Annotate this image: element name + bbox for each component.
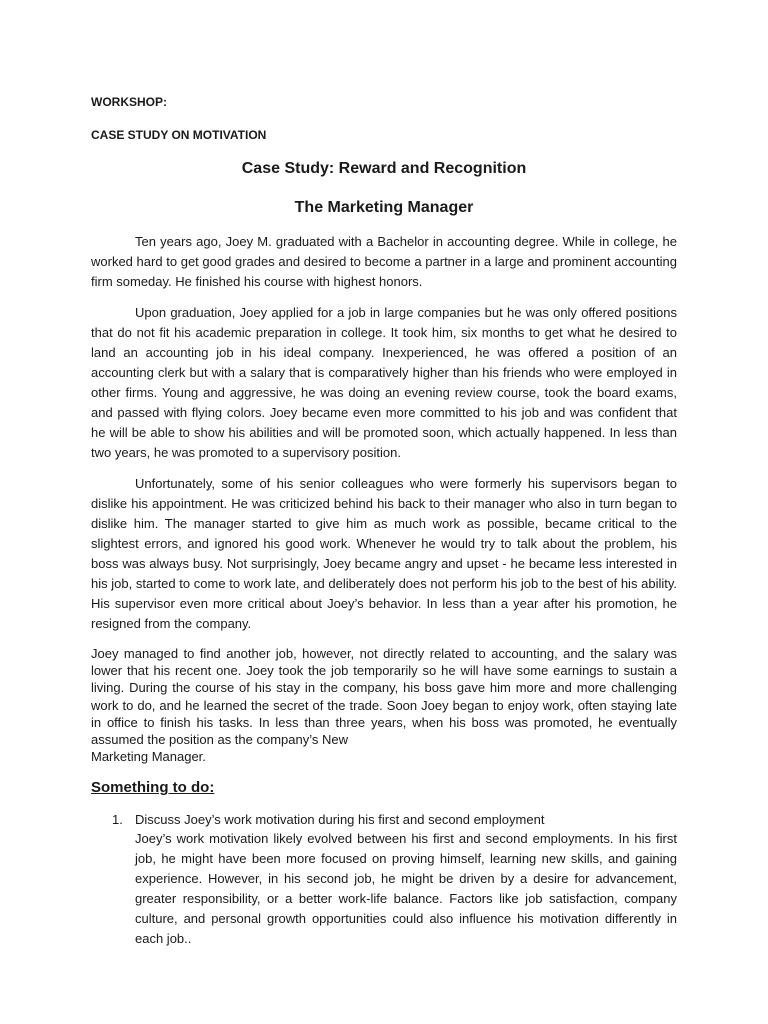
section-title: Something to do:	[91, 779, 215, 797]
task-item	[91, 810, 677, 949]
task-list	[91, 810, 677, 949]
paragraph-2: Upon graduation, Joey applied for a job in large companies but he was only offered positions that do not fit his academic preparation in college. It took him, six months to get what he desired to land an accounting job in his ideal company. Inexperienced, he was offered a position of an accounting clerk but with a salary that is comparatively higher than his friends who were employed in other firms. Young and aggressive, he was doing an evening review course, took the board exams, and passed with flying colors. Joey became even more committed to his job and was confident that he will be able to show his abilities and will be promoted soon, which actually happened. In less than two years, he was promoted to a supervisory position.	[91, 305, 677, 460]
paragraph-4	[91, 645, 677, 765]
workshop-label: WORKSHOP:	[91, 95, 167, 109]
case-study-label: CASE STUDY ON MOTIVATION	[91, 128, 267, 142]
task-number: 1.	[112, 812, 123, 828]
paragraph-3: Unfortunately, some of his senior colleagues who were formerly his supervisors began to dislike his appointment. He was criticized behind his back to their manager who also in turn began to dislike him. The manager started to give him as much work as possible, became critical to the slightest errors, and ignored his good work. Whenever he would try to talk about the problem, his boss was always busy. Not surprisingly, Joey became angry and upset - he became less interested in his job, started to come to work late, and deliberately does not perform his job to the best of his ability. His supervisor even more critical about Joey’s behavior. In less than a year after his promotion, he resigned from the company.	[91, 476, 677, 631]
case-study-title: Case Study: Reward and Recognition	[241, 160, 527, 177]
paragraph-1: Ten years ago, Joey M. graduated with a Bachelor in accounting degree. While in college, he worked hard to get good grades and desired to become a partner in a large and prominent accounting firm someday. He finished his course with highest honors.	[91, 234, 677, 289]
task-answer: Joey’s work motivation likely evolved between his first and second employments. In his first job, he might have been more focused on proving himself, learning new skills, and gaining experience. However, in his second job, he might be driven by a desire for advancement, greater responsibility, or a better work-life balance. Factors like job satisfaction, company culture, and personal growth opportunities could also influence his motivation differently in each job..	[135, 831, 677, 947]
case-study-subtitle: The Marketing Manager	[294, 199, 474, 216]
document-content	[91, 92, 677, 949]
paragraph-4-tail: Marketing Manager.	[91, 749, 206, 765]
paragraph-4-body: Joey managed to find another job, however, not directly related to accounting, and the salary was lower that his recent one. Joey took the job temporarily so he will have some earnings to sustain a living. During the course of his stay in the company, his boss gave him more and more challenging work to do, and he learned the secret of the trade. Soon Joey began to enjoy work, often staying late in office to finish his tasks. In less than three years, when his boss was promoted, he eventually assumed the position as the company’s New	[91, 646, 677, 748]
task-question: Discuss Joey’s work motivation during his first and second employment	[135, 812, 545, 828]
